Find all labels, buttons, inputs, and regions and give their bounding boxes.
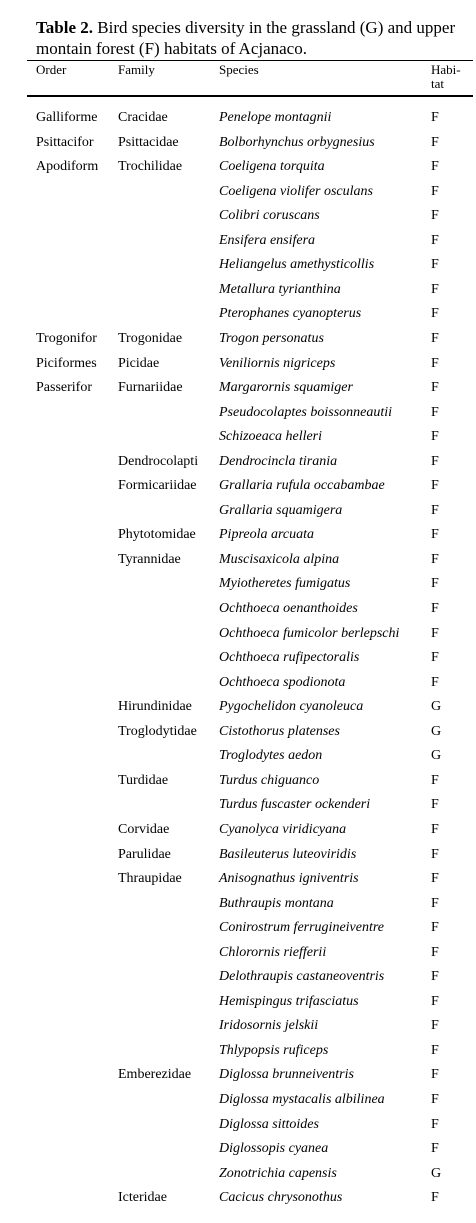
table-row [0, 1190, 476, 1223]
cell-habitat: G [431, 748, 442, 764]
table-header-rule [27, 95, 473, 97]
cell-species: Buthraupis montana [219, 895, 334, 911]
cell-species: Margarornis squamiger [219, 380, 353, 396]
cell-species: Pseudocolaptes boissonneautii [219, 404, 393, 420]
cell-family: Emberezidae [118, 1067, 192, 1083]
column-header-habitat-line2: tat [431, 76, 444, 91]
cell-family: Turdidae [118, 772, 169, 788]
cell-species: Ochthoeca rufipectoralis [219, 650, 360, 666]
cell-habitat: F [431, 920, 439, 936]
cell-species: Delothraupis castaneoventris [219, 969, 385, 985]
cell-family: Phytotomidae [118, 527, 196, 543]
cell-habitat: F [431, 110, 439, 125]
table-caption-text: Bird species diversity in the grassland (G) and upper montain forest (F) habitats of Acjanaco. [36, 18, 456, 58]
cell-order: Piciformes [36, 355, 97, 371]
cell-species: Coeligena torquita [219, 159, 325, 175]
cell-habitat: F [431, 380, 439, 396]
cell-habitat: F [431, 1042, 439, 1058]
cell-habitat: F [431, 1018, 439, 1034]
cell-habitat: F [431, 650, 439, 666]
cell-species: Turdus chiguanco [219, 772, 320, 788]
cell-habitat: F [431, 895, 439, 911]
cell-habitat: F [431, 576, 439, 592]
cell-species: Grallaria squamigera [219, 502, 343, 518]
cell-species: Grallaria rufula occabambae [219, 478, 385, 494]
cell-species: Pterophanes cyanopterus [219, 306, 362, 322]
cell-order: Psittacifor [36, 134, 94, 150]
cell-species: Diglossa brunneiventris [219, 1067, 354, 1083]
cell-species: Metallura tyrianthina [219, 281, 341, 297]
cell-habitat: F [431, 159, 439, 175]
cell-family: Parulidae [118, 846, 171, 862]
cell-habitat: F [431, 601, 439, 616]
cell-habitat: F [431, 134, 439, 150]
cell-species: Coeligena violifer osculans [219, 183, 373, 199]
cell-species: Bolborhynchus orbygnesius [219, 134, 375, 150]
cell-species: Diglossopis cyanea [219, 1141, 329, 1157]
cell-habitat: F [431, 281, 439, 297]
cell-habitat: F [431, 527, 439, 543]
cell-family: Trogonidae [118, 330, 183, 346]
cell-species: Zonotrichia capensis [219, 1165, 337, 1181]
cell-family: Corvidae [118, 821, 170, 837]
cell-species: Thlypopsis ruficeps [219, 1042, 329, 1058]
cell-species: Colibri coruscans [219, 208, 320, 224]
cell-species: Cistothorus platenses [219, 723, 340, 739]
cell-species: Trogon personatus [219, 330, 324, 346]
cell-habitat: G [431, 699, 442, 715]
cell-family: Picidae [118, 355, 160, 371]
cell-species: Ensifera ensifera [219, 232, 316, 248]
cell-order: Galliforme [36, 110, 98, 125]
cell-species: Iridosornis jelskii [219, 1018, 319, 1034]
cell-species: Penelope montagnii [219, 110, 332, 125]
cell-habitat: F [431, 453, 439, 469]
cell-habitat: F [431, 1092, 439, 1107]
cell-habitat: F [431, 1190, 439, 1206]
cell-order: Trogonifor [36, 330, 97, 346]
cell-family: Icteridae [118, 1190, 167, 1206]
cell-family: Troglodytidae [118, 723, 197, 739]
column-header-order: Order [36, 62, 67, 77]
table-caption [36, 17, 472, 59]
cell-species: Diglossa mystacalis albilinea [219, 1092, 385, 1107]
cell-species: Veniliornis nigriceps [219, 355, 336, 371]
cell-habitat: F [431, 404, 439, 420]
cell-family: Trochilidae [118, 159, 183, 175]
cell-species: Myiotheretes fumigatus [219, 576, 351, 592]
cell-species: Diglossa sittoides [219, 1116, 319, 1132]
cell-habitat: F [431, 797, 439, 813]
cell-habitat: F [431, 1116, 439, 1132]
cell-habitat: F [431, 1067, 439, 1083]
cell-habitat: F [431, 1141, 439, 1157]
cell-species: Cacicus chrysonothus [219, 1190, 343, 1206]
cell-habitat: F [431, 257, 439, 273]
cell-species: Pygochelidon cyanoleuca [219, 699, 364, 715]
cell-species: Anisognathus igniventris [219, 871, 359, 887]
cell-species: Cyanolyca viridicyana [219, 821, 347, 837]
cell-species: Basileuterus luteoviridis [219, 846, 357, 862]
column-header-habitat-line1: Habi- [431, 62, 461, 77]
cell-habitat: F [431, 969, 439, 985]
cell-species: Muscisaxicola alpina [219, 551, 340, 567]
cell-species: Ochthoeca oenanthoides [219, 601, 358, 616]
cell-family: Cracidae [118, 110, 168, 125]
cell-habitat: F [431, 772, 439, 788]
table-caption-label: Table 2. [36, 18, 94, 37]
cell-habitat: F [431, 944, 439, 960]
cell-species: Schizoeaca helleri [219, 429, 323, 445]
cell-habitat: F [431, 993, 439, 1009]
cell-species: Troglodytes aedon [219, 748, 323, 764]
cell-species: Chlorornis riefferii [219, 944, 327, 960]
cell-family: Psittacidae [118, 134, 179, 150]
cell-habitat: F [431, 208, 439, 224]
cell-habitat: F [431, 674, 439, 690]
cell-family: Furnariidae [118, 380, 183, 396]
cell-habitat: F [431, 871, 439, 887]
cell-species: Dendrocincla tirania [219, 453, 338, 469]
cell-habitat: F [431, 355, 439, 371]
cell-habitat: F [431, 306, 439, 322]
table-top-rule [27, 60, 473, 61]
cell-order: Apodiform [36, 159, 99, 175]
cell-species: Conirostrum ferrugineiventre [219, 920, 385, 936]
cell-habitat: F [431, 429, 439, 445]
cell-species: Hemispingus trifasciatus [219, 993, 359, 1009]
cell-family: Formicariidae [118, 478, 197, 494]
column-header-species: Species [219, 62, 259, 77]
cell-family: Tyrannidae [118, 551, 181, 567]
cell-habitat: F [431, 232, 439, 248]
cell-habitat: F [431, 183, 439, 199]
cell-species: Ochthoeca fumicolor berlepschi [219, 625, 400, 641]
cell-habitat: G [431, 1165, 442, 1181]
cell-order: Passerifor [36, 380, 92, 396]
cell-habitat: F [431, 478, 439, 494]
cell-family: Dendrocolapti [118, 453, 199, 469]
cell-species: Heliangelus amethysticollis [219, 257, 375, 273]
cell-species: Pipreola arcuata [219, 527, 315, 543]
column-header-family: Family [118, 62, 155, 77]
cell-species: Turdus fuscaster ockenderi [219, 797, 371, 813]
cell-habitat: F [431, 625, 439, 641]
cell-habitat: G [431, 723, 442, 739]
cell-family: Thraupidae [118, 871, 182, 887]
cell-habitat: F [431, 551, 439, 567]
column-header-habitat [431, 63, 471, 91]
cell-habitat: F [431, 821, 439, 837]
cell-habitat: F [431, 502, 439, 518]
cell-habitat: F [431, 846, 439, 862]
cell-family: Hirundinidae [118, 699, 192, 715]
cell-species: Ochthoeca spodionota [219, 674, 346, 690]
cell-habitat: F [431, 330, 439, 346]
